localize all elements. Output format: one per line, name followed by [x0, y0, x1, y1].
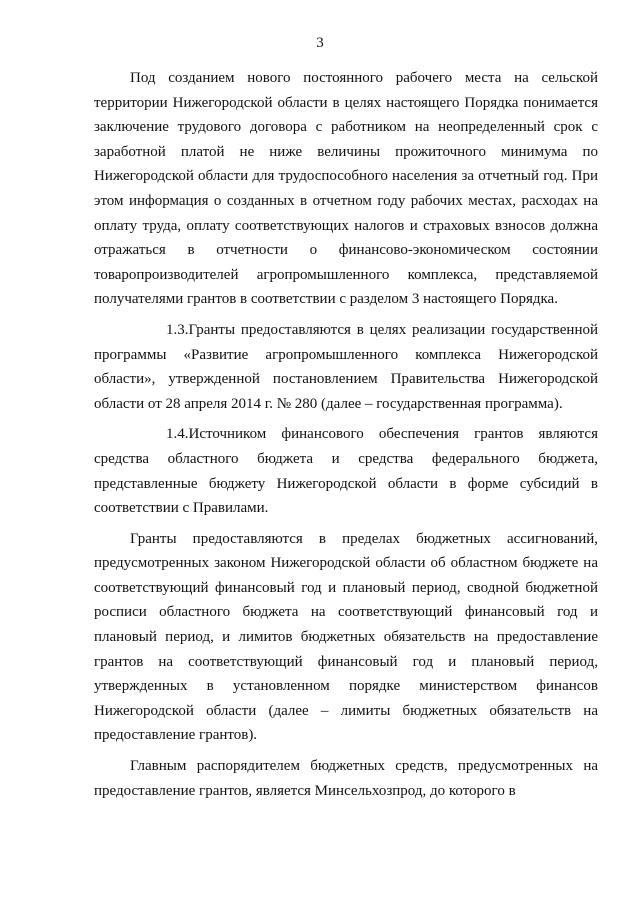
- paragraph-grants-limits: [94, 527, 598, 748]
- paragraph-text: Гранты предоставляются в пределах бюджетных ассигнований, предусмотренных законом Нижегородской области об областном бюджете на соответствующий финансовый год и плановый период, сводной бюджетной росписи областного бюджета на соответствующий финансовый год и плановый период, и лимитов бюджетных обязательств на предоставление грантов на соответствующий финансовый год и плановый период, утвержденных в установленном порядке министерством финансов Нижегородской области (далее – лимиты бюджетных обязательств на предоставление грантов).: [94, 530, 598, 744]
- paragraph-1: [94, 66, 598, 312]
- document-body: [94, 66, 598, 809]
- paragraph-text: Источником финансового обеспечения грантов являются средства областного бюджета и средства федерального бюджета, представленные бюджету Нижегородской области в форме субсидий в соответствии с Правилами.: [94, 426, 598, 517]
- paragraph-text: Под созданием нового постоянного рабочего места на сельской территории Нижегородской области в целях настоящего Порядка понимается заключение трудового договора с работником на неопределенный срок с заработной платой не ниже величины прожиточного минимума по Нижегородской области для трудоспособного населения за отчетный год. При этом информация о созданных в отчетном году рабочих местах, расходах на оплату труда, оплату соответствующих налогов и страховых взносов должна отражаться в отчетности о финансово-экономическом состоянии товаропроизводителей агропромышленного комплекса, представляемой получателями грантов в соответствии с разделом 3 настоящего Порядка.: [94, 70, 598, 308]
- paragraph-1-3: [94, 318, 598, 416]
- paragraph-main-manager: [94, 754, 598, 803]
- paragraph-text: Главным распорядителем бюджетных средств, предусмотренных на предоставление грантов, является Минсельхозпрод, до которого в: [94, 758, 598, 799]
- clause-number: 1.4.: [166, 426, 189, 443]
- paragraph-1-4: [94, 422, 598, 520]
- paragraph-text: Гранты предоставляются в целях реализации государственной программы «Развитие агропромышленного комплекса Нижегородской области», утвержденной постановлением Правительства Нижегородской области от 28 апреля 2014 г. № 280 (далее – государственная программа).: [94, 321, 598, 412]
- clause-number: 1.3.: [166, 321, 189, 338]
- page-number: 3: [316, 35, 324, 51]
